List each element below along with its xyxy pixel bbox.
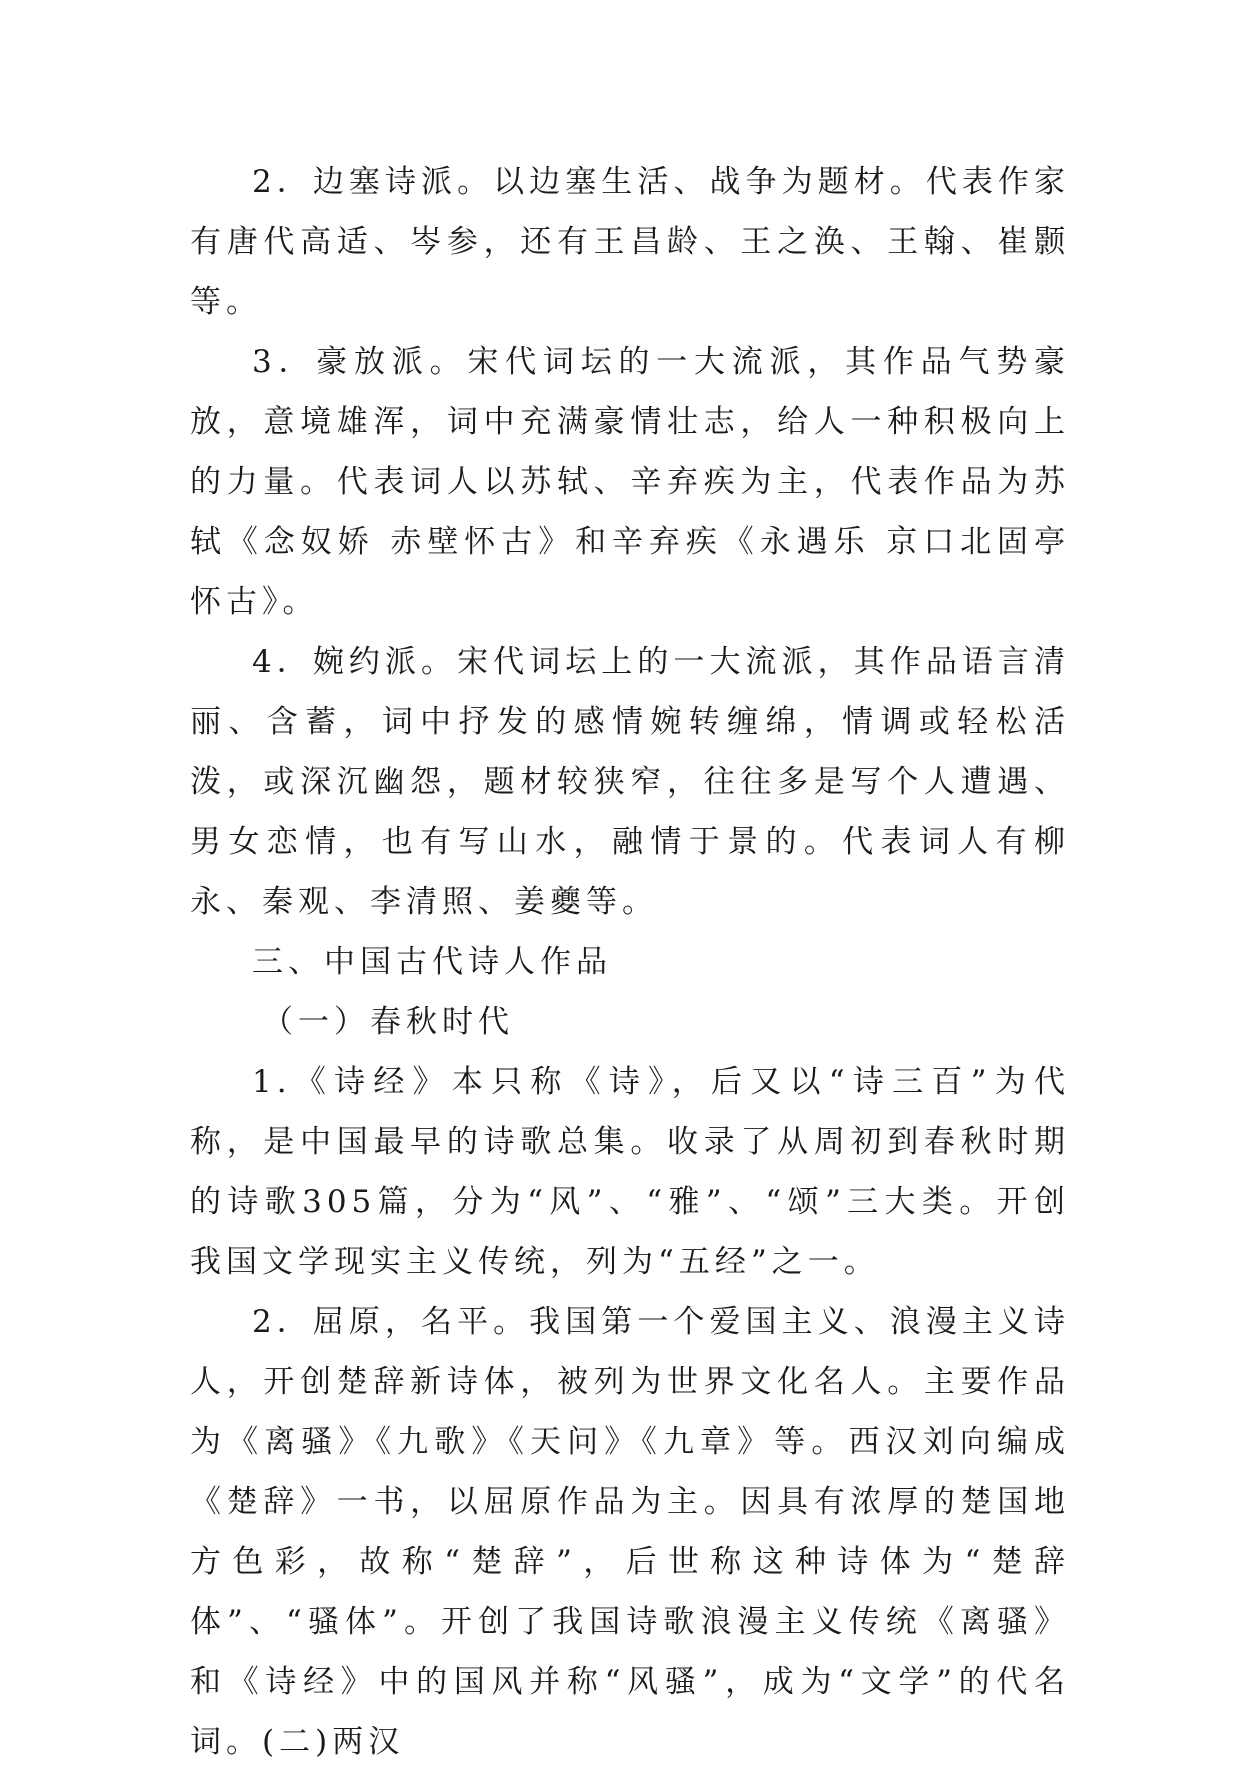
paragraph-haofang-school: 3．豪放派。宋代词坛的一大流派，其作品气势豪放，意境雄浑，词中充满豪情壮志，给人一种积极向上的力量。代表词人以苏轼、辛弃疾为主，代表作品为苏轼《念奴娇 赤壁怀古》和辛弃疾《永遇乐 京口北固亭怀古》。 (190, 344, 1070, 620)
paragraph-wanyue-school: 4．婉约派。宋代词坛上的一大流派，其作品语言清丽、含蓄，词中抒发的感情婉转缠绵，情调或轻松活泼，或深沉幽怨，题材较狭窄，往往多是写个人遭遇、男女恋情，也有写山水，融情于景的。代表词人有柳永、秦观、李清照、姜夔等。 (190, 644, 1070, 920)
paragraph-shijing: 1.《诗经》本只称《诗》，后又以“诗三百”为代称，是中国最早的诗歌总集。收录了从周初到春秋时期的诗歌305篇，分为“风”、“雅”、“颂”三大类。开创我国文学现实主义传统，列为“五经”之一。 (190, 1064, 1070, 1280)
subsection-heading: （一）春秋时代 (262, 1004, 514, 1040)
paragraph-frontier-poetry: 2．边塞诗派。以边塞生活、战争为题材。代表作家有唐代高适、岑参，还有王昌龄、王之涣、王翰、崔颢等。 (190, 164, 1070, 320)
section-heading: 三、中国古代诗人作品 (252, 944, 612, 980)
paragraph-quyuan: 2．屈原，名平。我国第一个爱国主义、浪漫主义诗人，开创楚辞新诗体，被列为世界文化名人。主要作品为《离骚》《九歌》《天问》《九章》等。西汉刘向编成《楚辞》一书，以屈原作品为主。因具有浓厚的楚国地方色彩，故称“楚辞”，后世称这种诗体为“楚辞体”、“骚体”。开创了我国诗歌浪漫主义传统《离骚》和《诗经》中的国风并称“风骚”，成为“文学”的代名词。(二)两汉 (190, 1304, 1070, 1760)
document-body (190, 152, 1070, 1772)
